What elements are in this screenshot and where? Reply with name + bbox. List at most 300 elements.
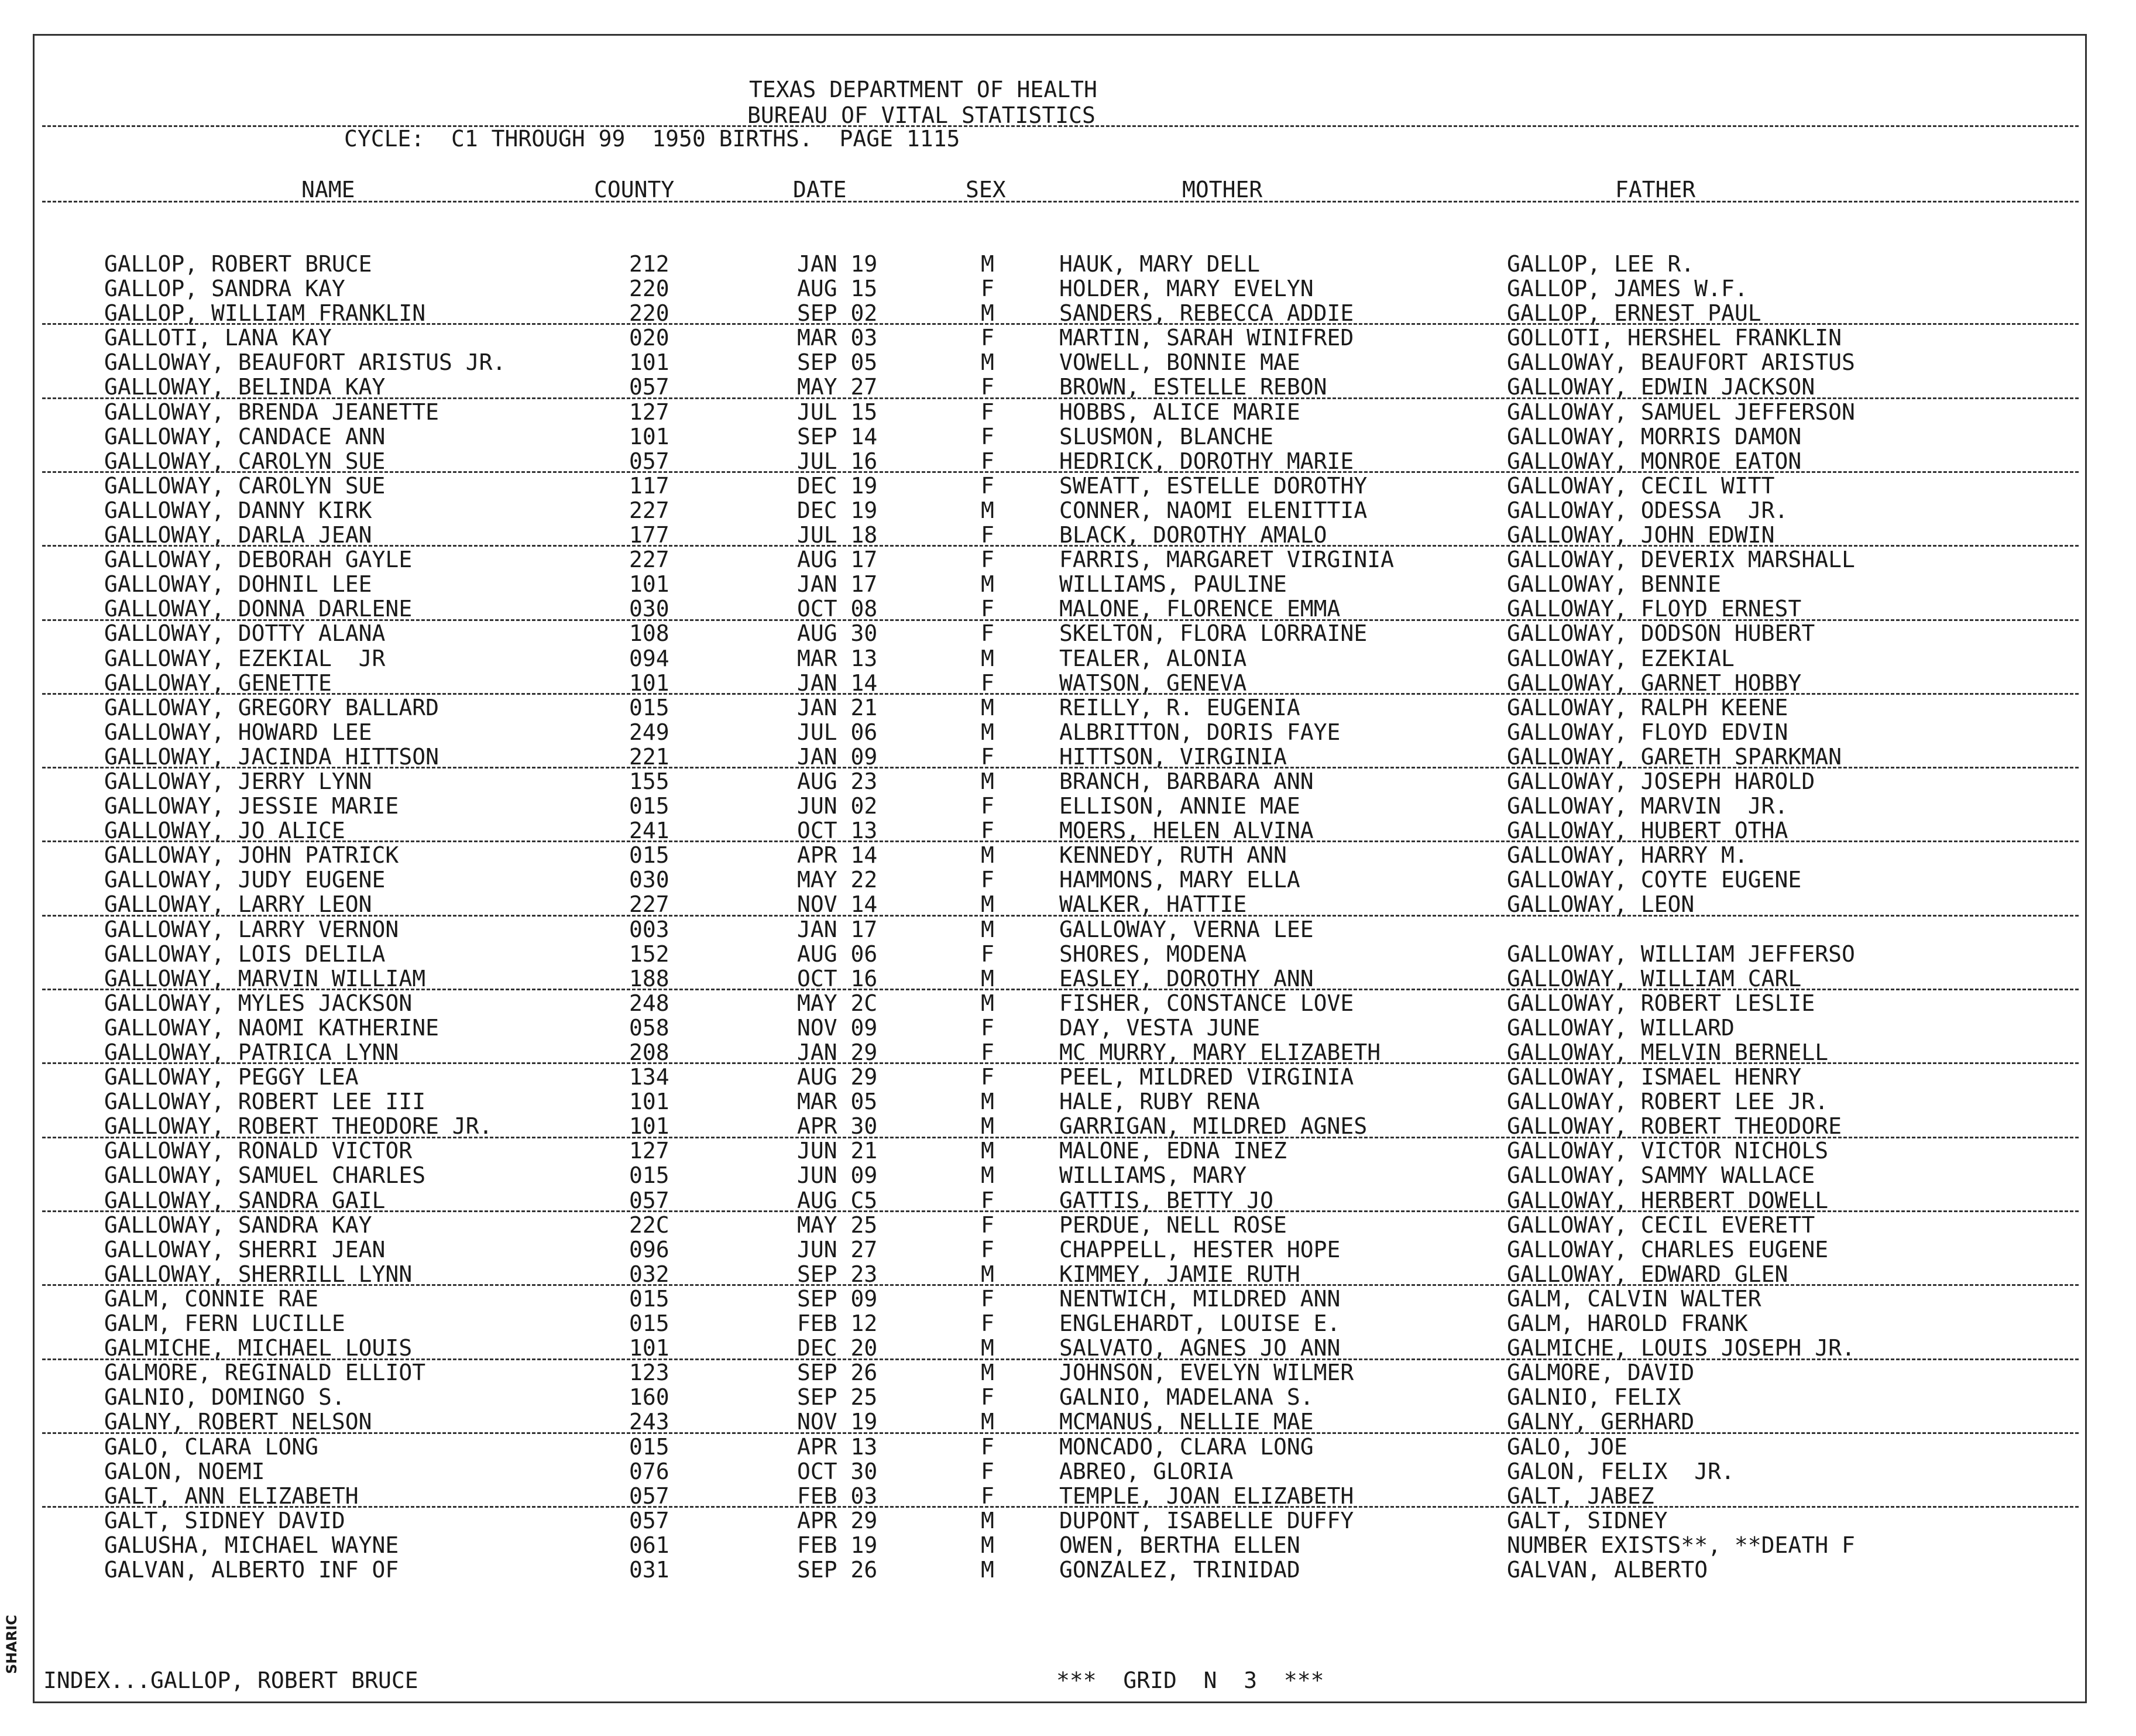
record-row	[0, 1140, 2136, 1164]
record-row	[0, 1164, 2136, 1189]
record-date: JAN 21	[797, 694, 878, 721]
record-sex: M	[981, 251, 994, 277]
record-mother: FARRIS, MARGARET VIRGINIA	[1059, 547, 1394, 573]
record-name: GALMORE, REGINALD ELLIOT	[104, 1360, 426, 1386]
record-sex: F	[981, 620, 994, 647]
record-father: GALLOWAY, FLOYD EDVIN	[1507, 719, 1788, 745]
record-mother: SANDERS, REBECCA ADDIE	[1059, 300, 1354, 327]
record-mother: CHAPPELL, HESTER HOPE	[1059, 1236, 1341, 1262]
record-date: SEP 09	[797, 1285, 878, 1312]
record-sex: F	[981, 1384, 994, 1411]
record-date: AUG 30	[797, 620, 878, 647]
record-row	[0, 327, 2136, 351]
record-row	[0, 1238, 2136, 1263]
record-sex: M	[981, 1162, 994, 1189]
record-name: GALLOP, SANDRA KAY	[104, 276, 345, 302]
record-county: 117	[629, 472, 669, 499]
record-mother: HEDRICK, DOROTHY MARIE	[1059, 448, 1354, 474]
record-sex: M	[981, 1113, 994, 1140]
record-mother: MALONE, FLORENCE EMMA	[1059, 596, 1341, 622]
record-mother: BROWN, ESTELLE REBON	[1059, 374, 1327, 400]
record-date: DEC 20	[797, 1335, 878, 1361]
record-name: GALT, ANN ELIZABETH	[104, 1483, 359, 1509]
record-sex: M	[981, 1335, 994, 1361]
record-name: GALLOWAY, EZEKIAL JR	[104, 645, 386, 671]
record-father: GALLOWAY, EZEKIAL	[1507, 645, 1735, 671]
record-mother: OWEN, BERTHA ELLEN	[1059, 1532, 1300, 1558]
record-father: GALLOWAY, JOSEPH HAROLD	[1507, 768, 1815, 794]
record-sex: F	[981, 1458, 994, 1484]
record-county: 058	[629, 1014, 669, 1041]
record-county: 015	[629, 1162, 669, 1189]
record-name: GALLOWAY, DARLA JEAN	[104, 522, 372, 548]
record-father: GALMICHE, LOUIS JOSEPH JR.	[1507, 1335, 1855, 1361]
group-separator	[42, 1432, 2079, 1434]
record-sex: F	[981, 743, 994, 770]
group-separator	[42, 1284, 2079, 1286]
record-name: GALLOWAY, MARVIN WILLIAM	[104, 965, 426, 991]
record-father: GALLOWAY, CHARLES EUGENE	[1507, 1236, 1829, 1262]
record-county: 031	[629, 1556, 669, 1583]
record-sex: F	[981, 1310, 994, 1337]
record-mother: BRANCH, BARBARA ANN	[1059, 768, 1314, 794]
record-name: GALLOWAY, DOTTY ALANA	[104, 620, 386, 647]
record-father: GALVAN, ALBERTO	[1507, 1556, 1708, 1583]
record-name: GALLOWAY, RONALD VICTOR	[104, 1138, 413, 1164]
record-father: GALLOWAY, EDWIN JACKSON	[1507, 374, 1815, 400]
record-sex: M	[981, 719, 994, 745]
record-sex: M	[981, 1507, 994, 1533]
record-row	[0, 277, 2136, 302]
record-date: JUN 21	[797, 1138, 878, 1164]
record-row	[0, 918, 2136, 943]
record-father: GALLOWAY, EDWARD GLEN	[1507, 1261, 1788, 1287]
record-name: GALON, NOEMI	[104, 1458, 265, 1484]
record-name: GALLOWAY, DOHNIL LEE	[104, 571, 372, 598]
record-father: GALLOWAY, GARETH SPARKMAN	[1507, 743, 1842, 770]
group-separator	[42, 989, 2079, 990]
record-sex: F	[981, 1187, 994, 1213]
record-name: GALLOWAY, JERRY LYNN	[104, 768, 372, 794]
record-sex: M	[981, 497, 994, 523]
record-row	[0, 622, 2136, 647]
record-sex: M	[981, 571, 994, 598]
record-date: JAN 14	[797, 670, 878, 696]
record-county: 208	[629, 1039, 669, 1065]
record-sex: F	[981, 941, 994, 967]
record-date: MAR 13	[797, 645, 878, 671]
record-father: GALT, JABEZ	[1507, 1483, 1654, 1509]
record-sex: F	[981, 423, 994, 450]
record-county: 152	[629, 941, 669, 967]
record-mother: VOWELL, BONNIE MAE	[1059, 349, 1300, 376]
record-mother: MC MURRY, MARY ELIZABETH	[1059, 1039, 1381, 1065]
record-sex: M	[981, 1532, 994, 1558]
group-separator	[42, 1210, 2079, 1212]
group-separator	[42, 1062, 2079, 1064]
record-father: GALLOWAY, COYTE EUGENE	[1507, 867, 1802, 893]
record-sex: M	[981, 916, 994, 942]
record-mother: SHORES, MODENA	[1059, 941, 1247, 967]
record-name: GALLOWAY, LARRY LEON	[104, 891, 372, 918]
record-sex: F	[981, 818, 994, 844]
record-date: AUG 23	[797, 768, 878, 794]
record-sex: M	[981, 891, 994, 918]
record-row	[0, 548, 2136, 573]
record-date: AUG C5	[797, 1187, 878, 1213]
record-county: 220	[629, 300, 669, 327]
record-father: GALLOP, JAMES W.F.	[1507, 276, 1748, 302]
record-mother: WILLIAMS, MARY	[1059, 1162, 1247, 1189]
record-mother: GARRIGAN, MILDRED AGNES	[1059, 1113, 1368, 1140]
group-separator	[42, 619, 2079, 621]
record-county: 057	[629, 448, 669, 474]
record-mother: DUPONT, ISABELLE DUFFY	[1059, 1507, 1354, 1533]
record-date: SEP 14	[797, 423, 878, 450]
record-mother: PEEL, MILDRED VIRGINIA	[1059, 1064, 1354, 1090]
record-father: GALLOWAY, MORRIS DAMON	[1507, 423, 1802, 450]
record-mother: HAMMONS, MARY ELLA	[1059, 867, 1300, 893]
record-father: GALLOWAY, MARVIN JR.	[1507, 793, 1788, 819]
record-sex: F	[981, 1014, 994, 1041]
record-county: 160	[629, 1384, 669, 1411]
record-row	[0, 401, 2136, 426]
group-separator	[42, 767, 2079, 768]
record-father: GALLOWAY, CECIL WITT	[1507, 472, 1775, 499]
record-mother: HOLDER, MARY EVELYN	[1059, 276, 1314, 302]
record-sex: F	[981, 325, 994, 351]
record-name: GALLOWAY, ROBERT THEODORE JR.	[104, 1113, 493, 1140]
record-date: APR 14	[797, 842, 878, 869]
record-mother: JOHNSON, EVELYN WILMER	[1059, 1360, 1354, 1386]
record-father: GALO, JOE	[1507, 1433, 1627, 1460]
record-mother: TEALER, ALONIA	[1059, 645, 1247, 671]
record-county: 057	[629, 1187, 669, 1213]
record-date: FEB 03	[797, 1483, 878, 1509]
column-header-name: NAME	[301, 177, 355, 203]
record-county: 015	[629, 1433, 669, 1460]
record-father: GALLOP, LEE R.	[1507, 251, 1695, 277]
record-county: 227	[629, 891, 669, 918]
record-name: GALLOWAY, GENETTE	[104, 670, 332, 696]
record-mother: MCMANUS, NELLIE MAE	[1059, 1409, 1314, 1435]
record-father: GALLOWAY, GARNET HOBBY	[1507, 670, 1802, 696]
record-father: GALLOWAY, MELVIN BERNELL	[1507, 1039, 1829, 1065]
record-mother: SLUSMON, BLANCHE	[1059, 423, 1274, 450]
group-separator	[42, 545, 2079, 547]
record-name: GALLOWAY, GREGORY BALLARD	[104, 694, 439, 721]
group-separator	[42, 397, 2079, 399]
record-date: JAN 09	[797, 743, 878, 770]
record-father: GALLOWAY, FLOYD ERNEST	[1507, 596, 1802, 622]
record-father: GALM, CALVIN WALTER	[1507, 1285, 1761, 1312]
record-mother: SWEATT, ESTELLE DOROTHY	[1059, 472, 1368, 499]
record-row	[0, 992, 2136, 1017]
record-sex: F	[981, 1039, 994, 1065]
record-father: GALT, SIDNEY	[1507, 1507, 1668, 1533]
column-header-county: COUNTY	[594, 177, 675, 203]
record-father: GALMORE, DAVID	[1507, 1360, 1695, 1386]
record-name: GALVAN, ALBERTO INF OF	[104, 1556, 399, 1583]
record-date: JUL 16	[797, 448, 878, 474]
record-mother: ELLISON, ANNIE MAE	[1059, 793, 1300, 819]
record-name: GALLOWAY, PEGGY LEA	[104, 1064, 359, 1090]
record-name: GALLOWAY, JOHN PATRICK	[104, 842, 399, 869]
record-father: GALNY, GERHARD	[1507, 1409, 1695, 1435]
record-father: GOLLOTI, HERSHEL FRANKLIN	[1507, 325, 1842, 351]
record-date: AUG 29	[797, 1064, 878, 1090]
record-father: GALNIO, FELIX	[1507, 1384, 1681, 1411]
record-county: 22C	[629, 1212, 669, 1238]
side-mark: SHARIC	[4, 1615, 20, 1674]
record-date: MAR 05	[797, 1089, 878, 1115]
record-mother: HAUK, MARY DELL	[1059, 251, 1261, 277]
record-date: JUL 18	[797, 522, 878, 548]
record-name: GALUSHA, MICHAEL WAYNE	[104, 1532, 399, 1558]
record-mother: ABREO, GLORIA	[1059, 1458, 1234, 1484]
record-father: GALLOP, ERNEST PAUL	[1507, 300, 1761, 327]
record-row	[0, 1312, 2136, 1337]
record-date: DEC 19	[797, 472, 878, 499]
agency-title: TEXAS DEPARTMENT OF HEALTH	[749, 77, 1097, 102]
record-sex: M	[981, 645, 994, 671]
record-father: GALLOWAY, ISMAEL HENRY	[1507, 1064, 1802, 1090]
record-county: 057	[629, 1507, 669, 1533]
record-row	[0, 694, 2136, 721]
record-date: JUN 09	[797, 1162, 878, 1189]
record-name: GALLOWAY, SHERRILL LYNN	[104, 1261, 413, 1287]
record-father: GALLOWAY, LEON	[1507, 891, 1695, 918]
record-sex: F	[981, 670, 994, 696]
record-mother: DAY, VESTA JUNE	[1059, 1014, 1261, 1041]
record-county: 188	[629, 965, 669, 991]
record-mother: ENGLEHARDT, LOUISE E.	[1059, 1310, 1341, 1337]
record-sex: M	[981, 1409, 994, 1435]
record-sex: F	[981, 793, 994, 819]
record-name: GALLOWAY, JUDY EUGENE	[104, 867, 386, 893]
record-date: SEP 26	[797, 1556, 878, 1583]
record-county: 094	[629, 645, 669, 671]
index-footer: INDEX...GALLOP, ROBERT BRUCE	[43, 1668, 418, 1693]
record-name: GALLOWAY, DANNY KIRK	[104, 497, 372, 523]
record-date: MAY 2C	[797, 990, 878, 1016]
record-county: 101	[629, 1113, 669, 1140]
grid-footer: *** GRID N 3 ***	[1056, 1668, 1324, 1693]
record-county: 057	[629, 374, 669, 400]
group-separator	[42, 1506, 2079, 1508]
record-date: JUN 27	[797, 1236, 878, 1262]
record-mother: HITTSON, VIRGINIA	[1059, 743, 1287, 770]
record-row	[0, 1534, 2136, 1559]
record-father: GALLOWAY, HUBERT OTHA	[1507, 818, 1788, 844]
record-name: GALLOWAY, MYLES JACKSON	[104, 990, 413, 1016]
record-county: 249	[629, 719, 669, 745]
record-sex: M	[981, 1089, 994, 1115]
record-sex: M	[981, 990, 994, 1016]
record-father: GALLOWAY, SAMMY WALLACE	[1507, 1162, 1815, 1189]
column-header-date: DATE	[793, 177, 847, 203]
record-sex: F	[981, 374, 994, 400]
record-row	[0, 1090, 2136, 1115]
record-father: GALLOWAY, ROBERT LESLIE	[1507, 990, 1815, 1016]
record-date: SEP 23	[797, 1261, 878, 1287]
record-name: GALLOWAY, LOIS DELILA	[104, 941, 386, 967]
record-name: GALMICHE, MICHAEL LOUIS	[104, 1335, 413, 1361]
record-name: GALLOWAY, DEBORAH GAYLE	[104, 547, 413, 573]
record-name: GALLOWAY, ROBERT LEE III	[104, 1089, 426, 1115]
record-county: 227	[629, 497, 669, 523]
record-father: GALON, FELIX JR.	[1507, 1458, 1735, 1484]
record-county: 015	[629, 842, 669, 869]
record-mother: KENNEDY, RUTH ANN	[1059, 842, 1287, 869]
record-date: MAY 22	[797, 867, 878, 893]
group-separator	[42, 1137, 2079, 1138]
record-sex: F	[981, 522, 994, 548]
record-date: JAN 19	[797, 251, 878, 277]
record-father: GALLOWAY, DEVERIX MARSHALL	[1507, 547, 1855, 573]
record-date: SEP 26	[797, 1360, 878, 1386]
record-mother: MARTIN, SARAH WINIFRED	[1059, 325, 1354, 351]
record-row	[0, 351, 2136, 376]
record-county: 057	[629, 1483, 669, 1509]
record-row	[0, 573, 2136, 598]
record-date: NOV 14	[797, 891, 878, 918]
record-date: NOV 19	[797, 1409, 878, 1435]
group-separator	[42, 323, 2079, 325]
record-name: GALLOWAY, PATRICA LYNN	[104, 1039, 399, 1065]
record-county: 227	[629, 547, 669, 573]
record-date: MAR 03	[797, 325, 878, 351]
record-mother: KIMMEY, JAMIE RUTH	[1059, 1261, 1300, 1287]
record-name: GALLOWAY, CANDACE ANN	[104, 423, 386, 450]
record-county: 177	[629, 522, 669, 548]
record-father: GALLOWAY, MONROE EATON	[1507, 448, 1802, 474]
record-name: GALO, CLARA LONG	[104, 1433, 319, 1460]
record-sex: F	[981, 399, 994, 425]
record-father: GALLOWAY, JOHN EDWIN	[1507, 522, 1775, 548]
record-name: GALLOWAY, JACINDA HITTSON	[104, 743, 439, 770]
record-mother: WATSON, GENEVA	[1059, 670, 1247, 696]
record-county: 127	[629, 399, 669, 425]
record-mother: CONNER, NAOMI ELENITTIA	[1059, 497, 1368, 523]
record-county: 015	[629, 694, 669, 721]
record-mother: GONZALEZ, TRINIDAD	[1059, 1556, 1300, 1583]
record-date: MAY 25	[797, 1212, 878, 1238]
record-county: 101	[629, 423, 669, 450]
record-row	[0, 795, 2136, 819]
record-row	[0, 1066, 2136, 1090]
record-county: 096	[629, 1236, 669, 1262]
record-county: 101	[629, 670, 669, 696]
record-county: 221	[629, 743, 669, 770]
group-separator	[42, 840, 2079, 842]
record-county: 155	[629, 768, 669, 794]
record-sex: F	[981, 276, 994, 302]
record-sex: M	[981, 1138, 994, 1164]
records-list	[0, 253, 2136, 1583]
record-county: 015	[629, 793, 669, 819]
record-name: GALT, SIDNEY DAVID	[104, 1507, 345, 1533]
record-date: JUN 02	[797, 793, 878, 819]
record-mother: EASLEY, DOROTHY ANN	[1059, 965, 1314, 991]
record-date: OCT 16	[797, 965, 878, 991]
record-row	[0, 943, 2136, 968]
record-name: GALLOWAY, NAOMI KATHERINE	[104, 1014, 439, 1041]
record-mother: TEMPLE, JOAN ELIZABETH	[1059, 1483, 1354, 1509]
record-mother: ALBRITTON, DORIS FAYE	[1059, 719, 1341, 745]
record-county: 134	[629, 1064, 669, 1090]
record-name: GALNY, ROBERT NELSON	[104, 1409, 372, 1435]
record-name: GALLOWAY, LARRY VERNON	[104, 916, 399, 942]
record-mother: GALLOWAY, VERNA LEE	[1059, 916, 1314, 942]
record-mother: HALE, RUBY RENA	[1059, 1089, 1261, 1115]
record-mother: GATTIS, BETTY JO	[1059, 1187, 1274, 1213]
record-date: DEC 19	[797, 497, 878, 523]
record-sex: F	[981, 1236, 994, 1262]
record-sex: F	[981, 1212, 994, 1238]
record-mother: MONCADO, CLARA LONG	[1059, 1433, 1314, 1460]
record-date: SEP 05	[797, 349, 878, 376]
record-sex: M	[981, 1556, 994, 1583]
record-county: 101	[629, 349, 669, 376]
record-father: GALM, HAROLD FRANK	[1507, 1310, 1748, 1337]
record-county: 101	[629, 1335, 669, 1361]
record-mother: HOBBS, ALICE MARIE	[1059, 399, 1300, 425]
record-county: 061	[629, 1532, 669, 1558]
record-row	[0, 1214, 2136, 1238]
record-row	[0, 499, 2136, 524]
record-name: GALLOWAY, CAROLYN SUE	[104, 472, 386, 499]
group-separator	[42, 915, 2079, 917]
record-name: GALLOWAY, SAMUEL CHARLES	[104, 1162, 426, 1189]
record-mother: BLACK, DOROTHY AMALO	[1059, 522, 1327, 548]
record-name: GALLOP, ROBERT BRUCE	[104, 251, 372, 277]
record-date: OCT 13	[797, 818, 878, 844]
record-date: APR 29	[797, 1507, 878, 1533]
column-header-mother: MOTHER	[1182, 177, 1263, 203]
record-father: GALLOWAY, WILLIAM JEFFERSO	[1507, 941, 1855, 967]
record-sex: F	[981, 1285, 994, 1312]
record-father: GALLOWAY, ODESSA JR.	[1507, 497, 1788, 523]
record-row	[0, 253, 2136, 277]
record-county: 101	[629, 571, 669, 598]
record-mother: NENTWICH, MILDRED ANN	[1059, 1285, 1341, 1312]
record-father: GALLOWAY, HARRY M.	[1507, 842, 1748, 869]
record-sex: M	[981, 1261, 994, 1287]
record-date: FEB 19	[797, 1532, 878, 1558]
record-name: GALM, FERN LUCILLE	[104, 1310, 345, 1337]
record-mother: PERDUE, NELL ROSE	[1059, 1212, 1287, 1238]
record-row	[0, 1285, 2136, 1312]
record-name: GALLOWAY, SANDRA GAIL	[104, 1187, 386, 1213]
record-row	[0, 1460, 2136, 1485]
record-father: GALLOWAY, VICTOR NICHOLS	[1507, 1138, 1829, 1164]
record-father: GALLOWAY, BEAUFORT ARISTUS	[1507, 349, 1855, 376]
record-sex: F	[981, 867, 994, 893]
group-separator	[42, 693, 2079, 695]
record-date: JUL 15	[797, 399, 878, 425]
record-county: 127	[629, 1138, 669, 1164]
record-date: APR 13	[797, 1433, 878, 1460]
record-name: GALLOWAY, SANDRA KAY	[104, 1212, 372, 1238]
record-county: 076	[629, 1458, 669, 1484]
record-county: 220	[629, 276, 669, 302]
bureau-title: BUREAU OF VITAL STATISTICS	[747, 102, 1096, 128]
record-sex: F	[981, 472, 994, 499]
record-father: GALLOWAY, CECIL EVERETT	[1507, 1212, 1815, 1238]
record-date: AUG 06	[797, 941, 878, 967]
record-row	[0, 770, 2136, 795]
